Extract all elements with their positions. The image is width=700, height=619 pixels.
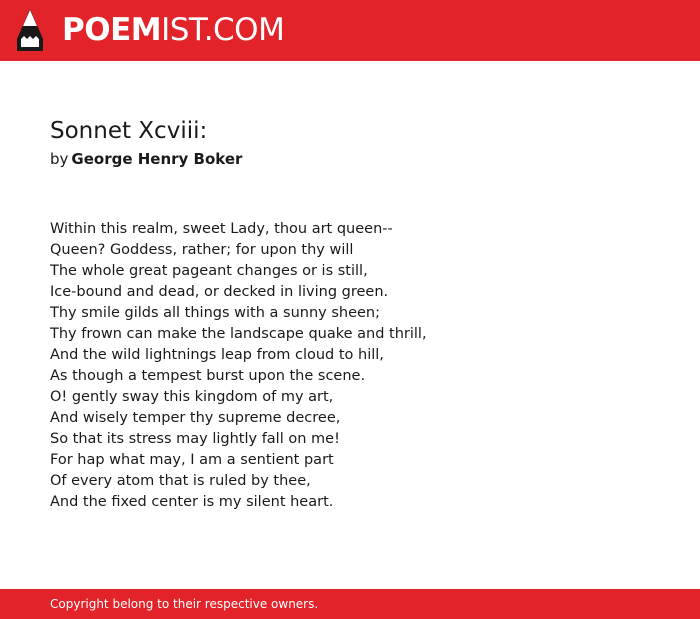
byline [50, 149, 242, 169]
poem-line: O! gently sway this kingdom of my art, [50, 389, 334, 405]
by-label: by [50, 150, 69, 168]
poem-line: Queen? Goddess, rather; for upon thy will [50, 242, 354, 258]
copyright-notice: Copyright belong to their respective owners. [50, 597, 319, 611]
site-header [0, 0, 700, 61]
poem-line: Ice-bound and dead, or decked in living green. [50, 284, 389, 300]
poem-line: Thy smile gilds all things with a sunny sheen; [50, 305, 380, 321]
poem-line: Thy frown can make the landscape quake and thrill, [50, 326, 427, 342]
poem-line: For hap what may, I am a sentient part [50, 452, 334, 468]
poem-line: And wisely temper thy supreme decree, [50, 410, 341, 426]
poem-title: Sonnet Xcviii: [50, 118, 208, 144]
poem-line: Of every atom that is ruled by thee, [50, 473, 311, 489]
poem-line: The whole great pageant changes or is still, [50, 263, 368, 279]
poem-line: Within this realm, sweet Lady, thou art queen-- [50, 221, 393, 237]
author-name: George Henry Boker [71, 150, 243, 168]
logo-light-text: IST.COM [161, 12, 285, 48]
site-logo[interactable] [62, 11, 284, 49]
poem-line: And the wild lightnings leap from cloud to hill, [50, 347, 384, 363]
logo-bold-text: POEM [62, 12, 162, 48]
poem-body [50, 219, 427, 513]
site-footer [0, 589, 700, 619]
pencil-logo-icon[interactable] [17, 9, 43, 51]
poem-line: So that its stress may lightly fall on me! [50, 431, 340, 447]
poem-line: And the fixed center is my silent heart. [50, 494, 334, 510]
poem-line: As though a tempest burst upon the scene. [50, 368, 366, 384]
